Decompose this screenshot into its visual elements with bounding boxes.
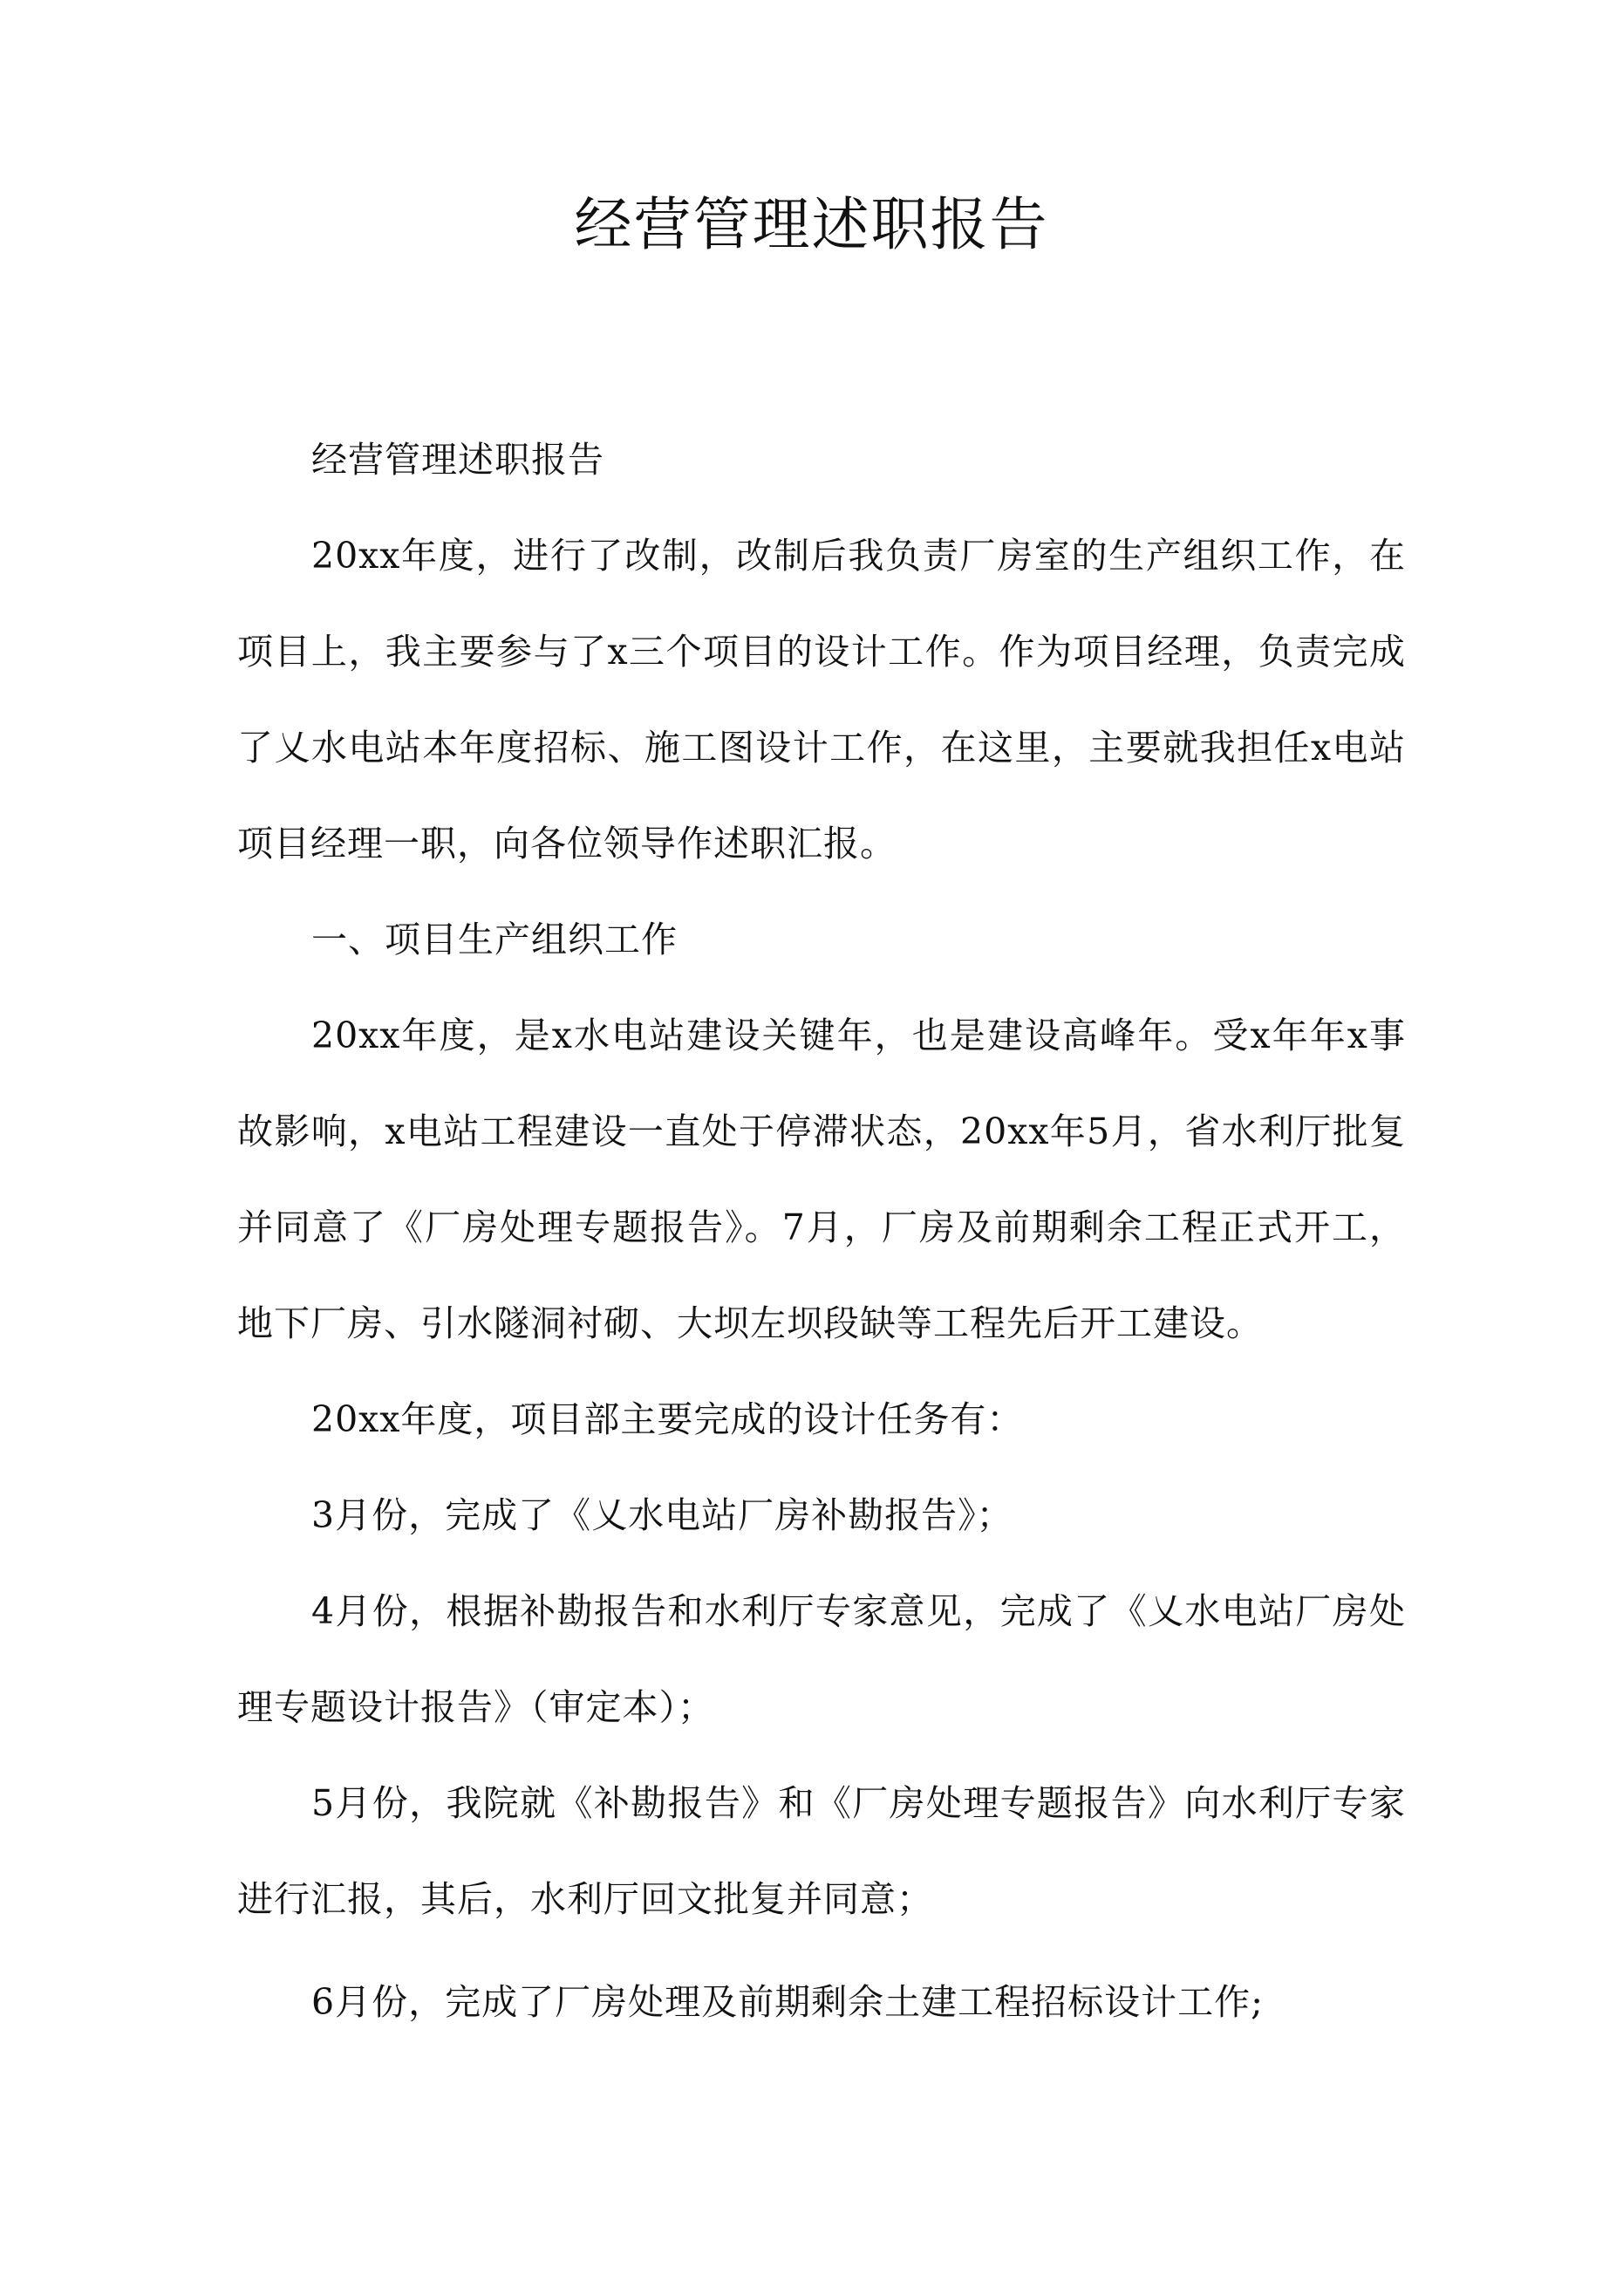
paragraph-intro: 20xx年度，进行了改制，改制后我负责厂房室的生产组织工作，在项目上，我主要参与了x三个项目的设计工作。作为项目经理，负责完成了乂水电站本年度招标、施工图设计工作，在这里，主要就我担任x电站项目经理一职，向各位领导作述职汇报。 bbox=[237, 535, 1406, 864]
paragraph-subtitle: 经营管理述职报告 bbox=[311, 439, 604, 481]
document-title: 经营管理述职报告 bbox=[574, 191, 1049, 258]
paragraph-june: 6月份，完成了厂房处理及前期剩余土建工程招标设计工作; bbox=[311, 1981, 1264, 2023]
paragraph-task-summary: 20xx年度，项目部主要完成的设计任务有： bbox=[311, 1398, 1024, 1440]
paragraph-may: 5月份，我院就《补勘报告》和《厂房处理专题报告》向水利厅专家进行汇报，其后，水利厅回文批复并同意； bbox=[237, 1782, 1406, 1920]
document-body bbox=[237, 412, 1406, 2050]
section-heading: 一、项目生产组织工作 bbox=[311, 919, 678, 960]
paragraph-april: 4月份，根据补勘报告和水利厅专家意见，完成了《乂水电站厂房处理专题设计报告》（审定本）； bbox=[237, 1590, 1406, 1728]
paragraph-march: 3月份，完成了《乂水电站厂房补勘报告》； bbox=[311, 1494, 1013, 1536]
paragraph-background: 20xx年度，是x水电站建设关键年，也是建设高峰年。受x年年x事故影响，x电站工程建设一直处于停滞状态，20xx年5月，省水利厅批复并同意了《厂房处理专题报告》。7月，厂房及前期剩余工程正式开工，地下厂房、引水隧洞衬砌、大坝左坝段缺等工程先后开工建设。 bbox=[237, 1015, 1406, 1344]
